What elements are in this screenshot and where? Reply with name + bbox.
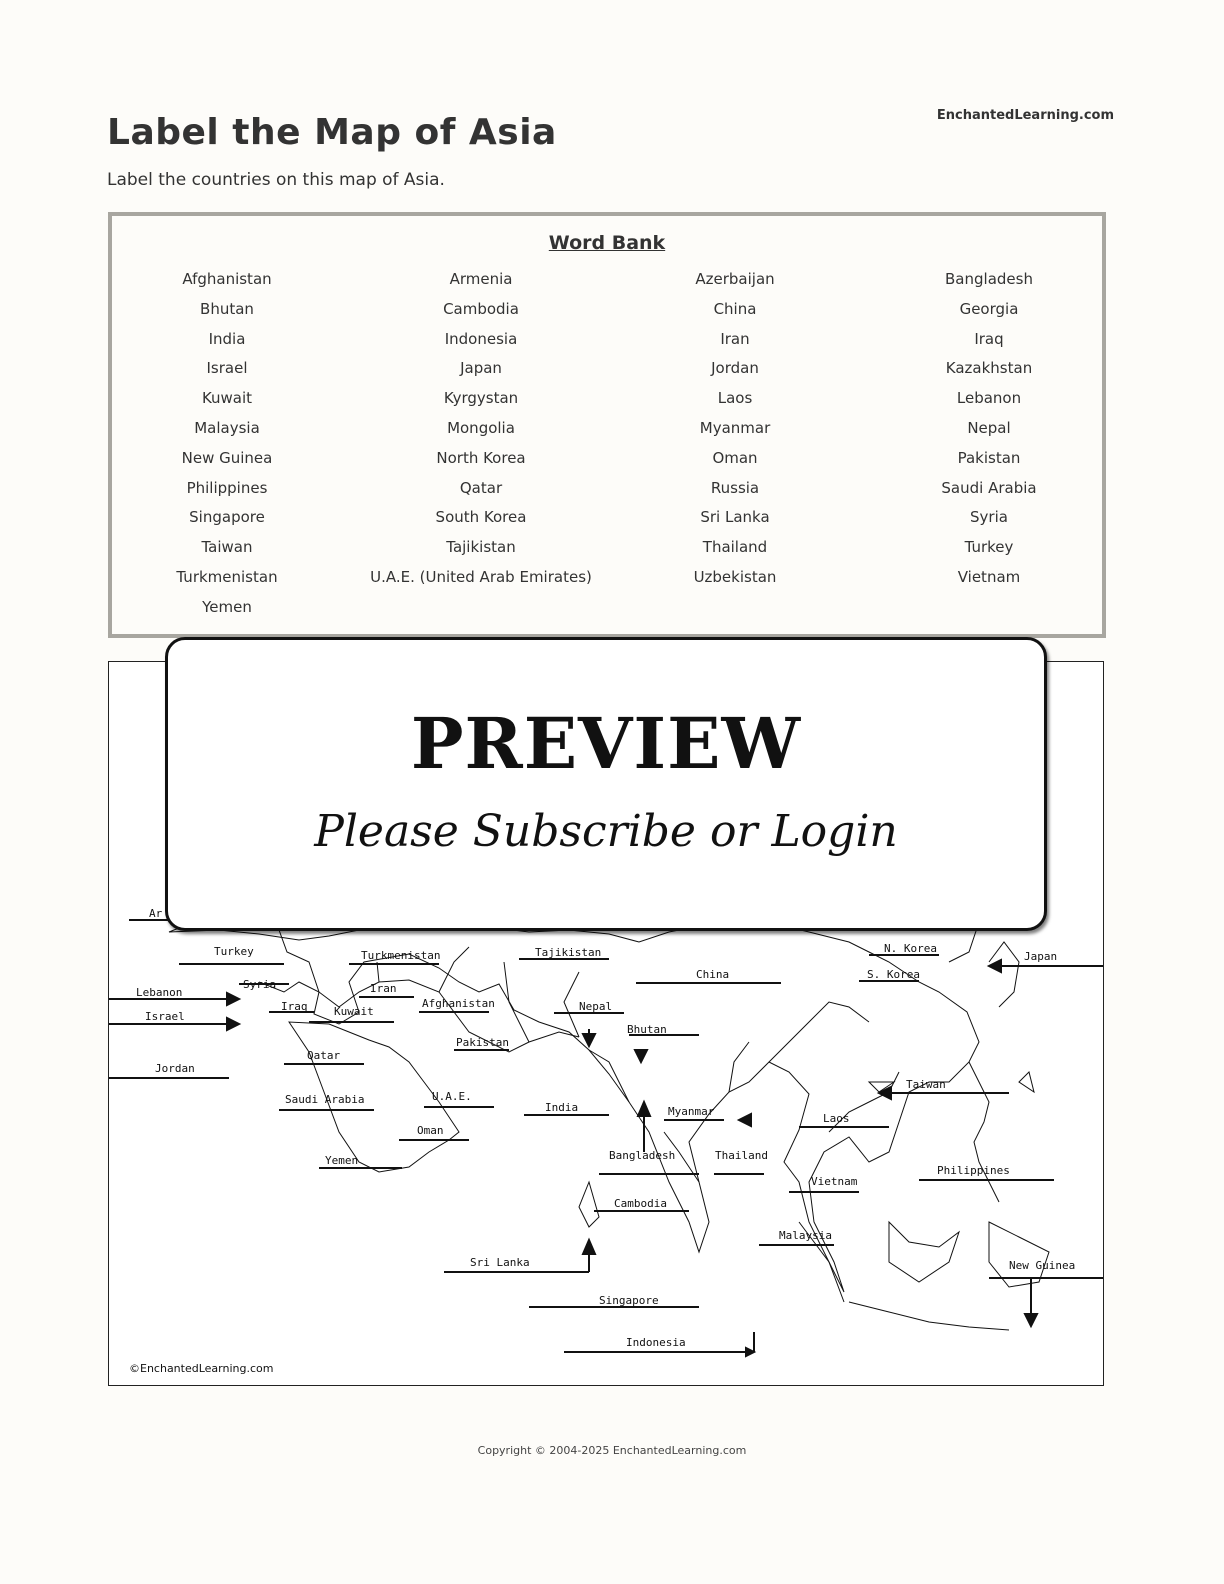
- map-label: Japan: [1024, 950, 1058, 963]
- map-label: Myanmar: [668, 1105, 715, 1118]
- site-brand: EnchantedLearning.com: [936, 108, 1114, 123]
- map-label: China: [696, 968, 730, 981]
- map-credit: ©EnchantedLearning.com: [129, 1362, 274, 1375]
- word-bank: [108, 212, 1106, 638]
- word-bank-item: Yemen: [202, 597, 252, 616]
- word-bank-item: Mongolia: [447, 418, 515, 437]
- map-label: Turkmenistan: [361, 949, 441, 962]
- word-bank-item: Laos: [717, 389, 753, 408]
- word-bank-title: Word Bank: [548, 232, 666, 254]
- copyright-footer: Copyright © 2004-2025 EnchantedLearning.com: [477, 1444, 747, 1457]
- word-bank-item: Indonesia: [444, 329, 518, 348]
- page-subtitle: Label the countries on this map of Asia.: [107, 170, 445, 190]
- word-bank-item: Bangladesh: [945, 270, 1033, 288]
- word-bank-item: Georgia: [959, 299, 1019, 318]
- word-bank-item: Philippines: [186, 478, 268, 497]
- map-label: Saudi Arabia: [285, 1093, 365, 1106]
- word-bank-item: Vietnam: [957, 567, 1021, 586]
- map-label: Ar: [149, 907, 163, 920]
- map-label: Cambodia: [614, 1197, 667, 1210]
- map-label: Indonesia: [626, 1336, 686, 1349]
- map-label: Kuwait: [334, 1005, 374, 1018]
- word-bank-item: Cambodia: [443, 299, 519, 318]
- word-bank-item: Lebanon: [956, 389, 1022, 408]
- map-label: Israel: [145, 1010, 185, 1023]
- map-label: Iran: [370, 982, 397, 995]
- map-label: Pakistan: [456, 1036, 509, 1049]
- word-bank-item: Nepal: [967, 418, 1011, 437]
- word-bank-item: Thailand: [702, 538, 768, 557]
- word-bank-item: Tajikistan: [446, 538, 516, 557]
- map-label: Turkey: [214, 945, 254, 958]
- word-bank-item: Syria: [970, 508, 1008, 527]
- word-bank-item: Uzbekistan: [693, 567, 777, 586]
- map-label: Jordan: [155, 1062, 195, 1075]
- word-bank-item: Pakistan: [957, 448, 1021, 467]
- map-label: Sri Lanka: [470, 1256, 530, 1269]
- map-label: Vietnam: [811, 1175, 858, 1188]
- map-label: Taiwan: [906, 1078, 946, 1091]
- map-label: India: [545, 1101, 579, 1114]
- map-label: Singapore: [599, 1294, 659, 1307]
- map-label: S. Korea: [867, 968, 920, 981]
- map-label: Nepal: [579, 1000, 613, 1013]
- word-bank-item: U.A.E. (United Arab Emirates): [370, 567, 592, 586]
- word-bank-item: Kazakhstan: [945, 359, 1033, 378]
- preview-heading: PREVIEW: [410, 702, 802, 785]
- word-bank-item: Kyrgystan: [443, 389, 519, 408]
- map-label: Afghanistan: [422, 997, 495, 1010]
- word-bank-item: Israel: [206, 359, 248, 378]
- word-bank-item: Iran: [720, 329, 750, 348]
- word-bank-item: Sri Lanka: [700, 508, 770, 527]
- word-bank-item: China: [713, 299, 757, 318]
- word-bank-item: Singapore: [189, 508, 265, 527]
- map-label: Syria: [243, 978, 277, 991]
- word-bank-item: Armenia: [449, 270, 513, 288]
- word-bank-item: India: [208, 329, 246, 348]
- map-label: Yemen: [325, 1154, 359, 1167]
- map-label: Malaysia: [779, 1229, 832, 1242]
- word-bank-item: Oman: [712, 448, 758, 467]
- word-bank-grid: [100, 267, 1116, 625]
- word-bank-item: Bhutan: [200, 299, 254, 318]
- preview-overlay[interactable]: [165, 637, 1047, 931]
- map-label: U.A.E.: [432, 1090, 472, 1103]
- map-label: Tajikistan: [535, 946, 602, 959]
- map-label: Oman: [417, 1124, 444, 1137]
- word-bank-item: Turkmenistan: [176, 567, 278, 586]
- word-bank-item: North Korea: [436, 448, 526, 467]
- map-label: New Guinea: [1009, 1259, 1076, 1272]
- word-bank-item: Azerbaijan: [695, 270, 775, 288]
- word-bank-item: New Guinea: [181, 448, 273, 467]
- map-label: Bangladesh: [609, 1149, 676, 1162]
- map-label: Qatar: [307, 1049, 341, 1062]
- word-bank-item: South Korea: [435, 508, 527, 527]
- word-bank-item: Iraq: [974, 329, 1004, 348]
- word-bank-item: Afghanistan: [182, 270, 272, 288]
- word-bank-item: Jordan: [711, 359, 759, 378]
- map-label: Bhutan: [627, 1023, 667, 1036]
- word-bank-item: Qatar: [459, 478, 503, 497]
- word-bank-item: Malaysia: [194, 418, 260, 437]
- word-bank-item: Saudi Arabia: [941, 478, 1037, 497]
- map-label: Laos: [823, 1112, 850, 1125]
- word-bank-item: Russia: [710, 478, 760, 497]
- map-label: N. Korea: [884, 942, 937, 955]
- map-label: Philippines: [937, 1164, 1010, 1177]
- map-label: Lebanon: [136, 986, 183, 999]
- word-bank-item: Kuwait: [201, 389, 253, 408]
- map-label: Thailand: [715, 1149, 768, 1162]
- word-bank-item: Myanmar: [699, 418, 771, 437]
- word-bank-item: Japan: [460, 359, 502, 378]
- word-bank-item: Turkey: [964, 538, 1014, 557]
- map-label: Iraq: [281, 1000, 308, 1013]
- subscribe-login-message[interactable]: Please Subscribe or Login: [314, 806, 898, 857]
- page-title: Label the Map of Asia: [107, 112, 557, 153]
- word-bank-item: Taiwan: [201, 538, 253, 557]
